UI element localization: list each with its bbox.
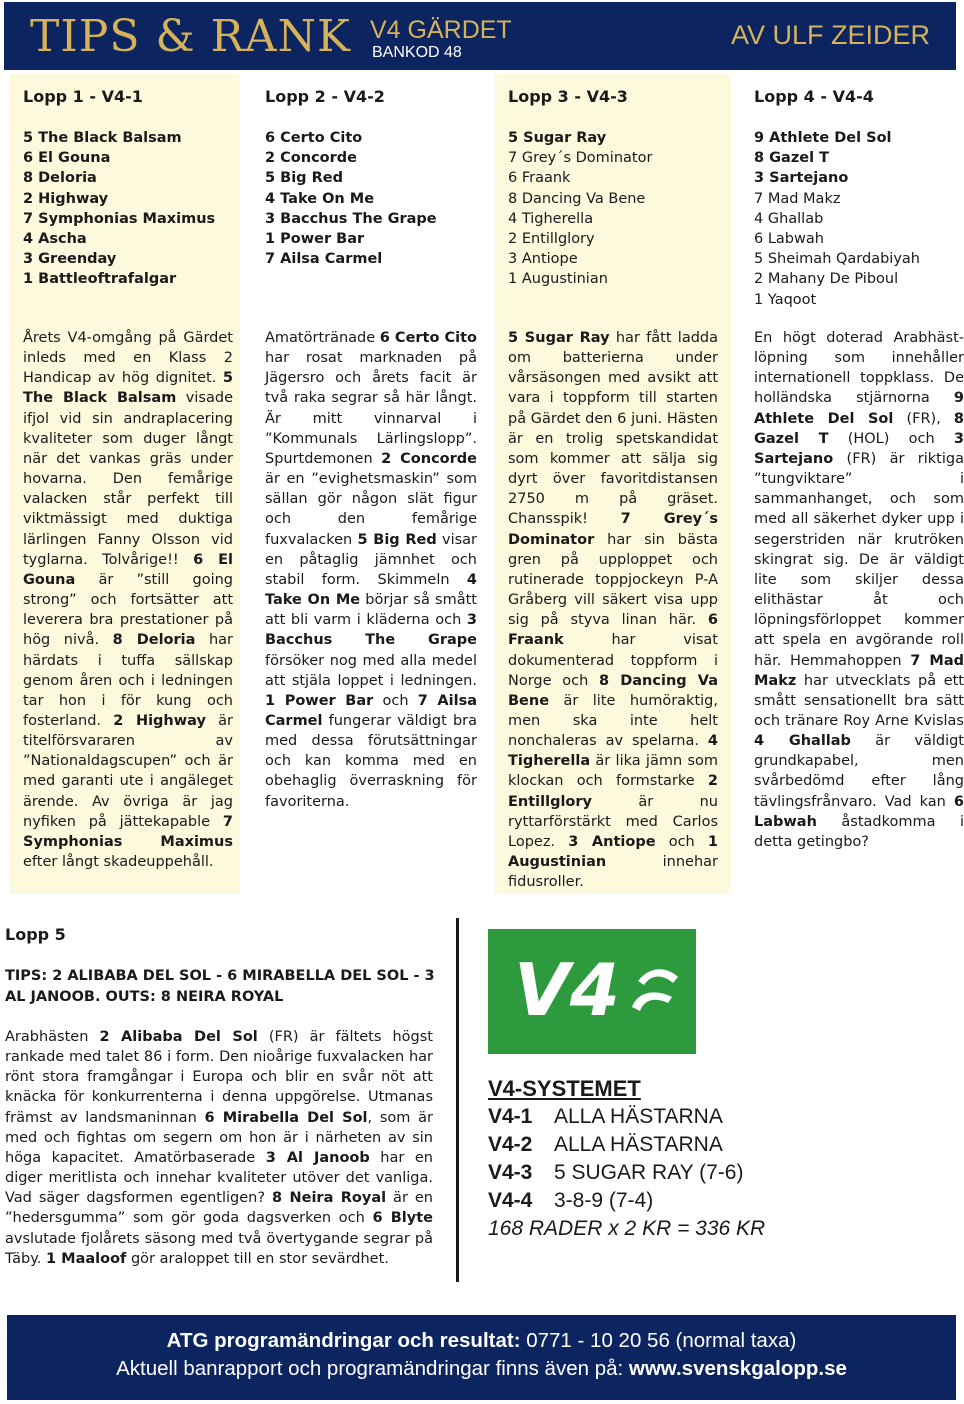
v4-system	[488, 1076, 765, 1242]
v4-logo	[488, 929, 696, 1054]
horse-name: 7 Mad Makz	[754, 652, 964, 689]
race-title: Lopp 3 - V4-3	[508, 87, 628, 106]
race-column-1	[10, 74, 240, 894]
horse-entry: 4 Take On Me	[265, 190, 375, 207]
text-segment: har fått ladda om batterierna under vårsäsongen med avsikt att vara i toppform till starten på Gärdet den 6 juni. Hästen är en trolig spetskandidat som kommer att sälja sig dyrt över favoritdistansen 2750 m på gräset. Chansspik!	[508, 330, 718, 528]
horse-entry: 7 Ailsa Carmel	[265, 251, 383, 268]
text-segment: är lite humöraktig, men ska inte helt nonchaleras av spelarna.	[508, 692, 718, 750]
footer-web-link[interactable]: www.svenskgalopp.se	[628, 1357, 847, 1380]
author-label: AV ULF ZEIDER	[730, 20, 930, 50]
system-row-label: V4-4	[488, 1189, 533, 1212]
horse-entry: 6 Certo Cito	[265, 130, 363, 146]
horse-entry: 6 El Gouna	[23, 150, 111, 167]
system-row-label: V4-3	[488, 1161, 533, 1184]
system-row	[488, 1159, 765, 1186]
horse-name: 5 Sugar Ray	[508, 330, 610, 346]
race-commentary	[23, 328, 233, 872]
text-segment: fungerar väldigt bra med dessa förutsättningar och kan komma med en obehaglig överraskning för favoriterna.	[265, 712, 477, 810]
race-commentary	[754, 328, 964, 852]
horse-name: 3 Bacchus The Grape	[265, 612, 477, 649]
text-segment: har rosat marknaden på Jägersro och årets facit är två raka segrar så här långt. Är mitt vinnarval i ”Kommunals Lärlingslopp”. Spurtdemonen	[265, 350, 477, 467]
horse-name: 8 Deloria	[112, 632, 196, 649]
horse-entry: 5 Big Red	[265, 170, 343, 187]
text-segment: och	[655, 833, 708, 850]
brand-title: TIPS & RANK	[30, 11, 351, 62]
horse-name: 4 Ghallab	[754, 733, 851, 750]
footer-web-line	[7, 1357, 956, 1381]
footer-phone-number: 0771 - 10 20 56 (normal taxa)	[520, 1329, 797, 1352]
race-title: Lopp 4 - V4-4	[754, 87, 874, 106]
race-title: Lopp 2 - V4-2	[265, 87, 385, 106]
system-row-label: V4-2	[488, 1133, 533, 1156]
footer-banner	[7, 1315, 956, 1400]
text-segment: visar en påtaglig jämnhet och stabil form. Skimmeln	[265, 531, 477, 588]
horse-entry: 1 Yaqoot	[754, 291, 817, 308]
text-segment: är väldigt grundkapabel, men svårbedömd efter lång tävlingsfrånvaro. Vad kan	[754, 733, 964, 810]
v4-logo-text: V4	[514, 948, 620, 1032]
horse-entry: 4 Tigherella	[508, 210, 594, 227]
footer-phone-line	[7, 1329, 956, 1353]
text-segment: Arabhästen	[5, 1029, 100, 1045]
race-column-2	[252, 74, 484, 894]
system-row	[488, 1103, 765, 1130]
horse-body-icon	[632, 992, 672, 1011]
text-segment: är nu ryttarförstärkt med Carlos Lopez.	[508, 793, 718, 850]
horse-name: 6 Fraank	[508, 612, 718, 649]
text-segment: gör araloppet till en stor sevärdhet.	[126, 1250, 389, 1267]
horse-entry: 3 Greenday	[23, 251, 117, 268]
v4-logo-graphic	[488, 929, 696, 1054]
horse-entry: 4 Ghallab	[754, 210, 824, 227]
bankod-label: BANKOD 48	[372, 44, 462, 61]
text-segment: visade ifjol vid sin andraplacering kvaliteter som duger långt när det vankas gräs under hovarna. Den femårige valacken står perfekt till viktmässigt med duktiga lärlingen Fanny Olsson vid tyglarna. Tolvårige!!	[23, 390, 233, 568]
horse-entry: 5 Sugar Ray	[508, 130, 607, 146]
text-segment: (HOL) och	[828, 430, 954, 447]
horse-head-icon	[638, 969, 678, 985]
horse-name: 6 Certo Cito	[379, 330, 478, 346]
text-segment: är en ”hedersgumma” som gör goda dagsverken och	[5, 1190, 433, 1227]
header-banner	[4, 2, 956, 70]
horse-entry: 7 Symphonias Maximus	[23, 210, 216, 227]
horse-entry: 7 Mad Makz	[754, 190, 841, 207]
system-row-value: ALLA HÄSTARNA	[554, 1105, 723, 1128]
horse-entry: 6 Fraank	[508, 170, 571, 187]
text-segment: är lika jämn som klockan och formstarke	[508, 753, 718, 790]
horse-name: 3 Antiope	[568, 833, 656, 850]
horse-entry: 2 Entillglory	[508, 231, 595, 248]
horse-name: 2 Concorde	[381, 450, 478, 467]
text-segment: En högt doterad Arabhästlöpning som innehåller internationell toppklass. De holländska stjärnorna	[754, 330, 964, 407]
horse-name: 1 Power Bar	[265, 692, 374, 709]
text-segment: efter långt skadeuppehåll.	[23, 854, 214, 871]
horse-entry: 6 Labwah	[754, 231, 824, 248]
text-segment: (FR),	[893, 410, 954, 427]
horse-name: 6 Blyte	[372, 1210, 433, 1227]
horse-name: 2 Alibaba Del Sol	[99, 1029, 258, 1045]
horse-entry: 9 Athlete Del Sol	[754, 130, 892, 146]
horse-list	[754, 128, 920, 310]
race-column-4	[741, 74, 964, 894]
text-segment: är titelförsvararen av ”Nationaldagscupen” och är med garanti ute i angäleget ärende. Av övriga är jag nyfiken på jättekapable	[23, 712, 233, 830]
system-row	[488, 1131, 765, 1158]
horse-name: 1 Maaloof	[46, 1250, 127, 1267]
text-segment: avslutade fjolårets säsong med två övertygande segrar på Täby.	[5, 1230, 433, 1267]
horse-entry: 8 Deloria	[23, 170, 97, 187]
text-segment: (FR) är riktiga ”tungviktare” i sammanhanget, och som med all säkerhet dyker upp i segerstriden när krutröken skingrat sig. De är väldigt lite som skiljer dessa elithästar åt och löpningsförloppet kommer att spela en avgörande roll här. Hemmahoppen	[754, 450, 964, 669]
horse-name: 6 El Gouna	[23, 551, 233, 588]
text-segment: Årets V4-omgång på Gärdet inleds med en Klass 2 Handicap av hög dignitet.	[23, 330, 233, 387]
system-row-value: ALLA HÄSTARNA	[554, 1133, 723, 1156]
race-commentary	[265, 328, 477, 812]
horse-entry: 5 The Black Balsam	[23, 130, 182, 146]
horse-name: 6 Labwah	[754, 793, 964, 830]
lopp5-tips: TIPS: 2 ALIBABA DEL SOL - 6 MIRABELLA DEL SOL - 3 AL JANOOB. OUTS: 8 NEIRA ROYAL	[5, 968, 435, 1005]
system-title: V4-SYSTEMET	[488, 1076, 641, 1101]
text-segment: är en ”evighetsmaskin” som sällan gör någon slät figur och den femårige fuxvalacken	[265, 471, 477, 548]
text-segment: har härdats i tuffa sällskap genom åren och i ledningen tar hon i för kung och fosterland.	[23, 632, 233, 729]
text-segment: har sin bästa gren på upploppet och rutinerade toppjockeyn P-A Gråberg vill säkert visa upp sig på styva linan här.	[508, 531, 718, 629]
horse-entry: 3 Sartejano	[754, 170, 849, 187]
horse-name: 4 Take On Me	[265, 571, 477, 609]
horse-name: 8 Dancing Va Bene	[508, 672, 718, 709]
horse-name: 7 Grey´s Dominator	[508, 511, 718, 548]
text-segment: innehar fidusroller.	[508, 854, 718, 891]
system-row-value: 3-8-9 (7-4)	[554, 1189, 654, 1212]
text-segment: har visat dokumenterad toppform i Norge och	[508, 632, 718, 689]
footer-phone-label: ATG programändringar och resultat:	[166, 1329, 521, 1352]
text-segment: och	[373, 692, 418, 709]
system-total: 168 RADER x 2 KR = 336 KR	[488, 1217, 766, 1240]
text-segment: åstadkomma i detta getingbo?	[754, 813, 964, 850]
lopp5-commentary	[5, 1027, 433, 1269]
text-segment: har en diger meritlista och innehar kvaliteter utöver det vanliga. Vad säger dagsformen egentligen?	[5, 1149, 433, 1207]
horse-entry: 8 Dancing Va Bene	[508, 190, 646, 207]
horse-entry: 2 Mahany De Piboul	[754, 271, 899, 288]
horse-entry: 4 Ascha	[23, 231, 87, 248]
horse-name: 8 Neira Royal	[272, 1190, 387, 1207]
horse-entry: 2 Highway	[23, 190, 109, 207]
horse-entry: 2 Concorde	[265, 150, 357, 167]
text-segment: försöker nog med alla medel att stjäla loppet i ledningen.	[265, 652, 477, 689]
horse-name: 3 Al Janoob	[265, 1149, 370, 1166]
system-row-label: V4-1	[488, 1105, 533, 1128]
horse-entry: 3 Bacchus The Grape	[265, 210, 437, 227]
horse-name: 2 Entillglory	[508, 773, 718, 810]
text-segment: har utvecklats på ett smått sensationellt bra sätt och tränare Roy Arne Kvislas	[754, 672, 964, 729]
horse-entry: 8 Gazel T	[754, 150, 830, 167]
race-commentary	[508, 328, 718, 892]
horse-entry: 5 Sheimah Qardabiyah	[754, 251, 920, 268]
horse-list	[508, 128, 652, 290]
race-column-3	[495, 74, 731, 894]
lopp5-title: Lopp 5	[5, 925, 66, 944]
horse-name: 6 Mirabella Del Sol	[204, 1109, 368, 1126]
vertical-divider	[456, 918, 459, 1282]
horse-entry: 1 Augustinian	[508, 271, 608, 288]
horse-name: 5 Big Red	[357, 531, 437, 548]
horse-name: 8 Gazel T	[754, 410, 964, 447]
horse-entry: 3 Antiope	[508, 251, 578, 268]
horse-name: 3 Sartejano	[754, 430, 964, 467]
horse-list	[23, 128, 215, 290]
text-segment: (FR) är fältets högst rankade med talet 86 i form. Den nioårige fuxvalacken har rönt stora framgångar i Europa och blir en svår nöt att knäcka för konkurrenterna i denna uppgörelse. Utmanas främst av landsmaninnan	[5, 1029, 433, 1126]
footer-web-text: Aktuell banrapport och programändringar finns även på:	[116, 1357, 629, 1380]
horse-name: 7 Symphonias Maximus	[23, 813, 233, 850]
horse-entry: 1 Power Bar	[265, 231, 365, 248]
horse-name: 4 Tigherella	[508, 733, 718, 770]
horse-entry: 7 Grey´s Dominator	[508, 150, 653, 167]
system-row	[488, 1187, 765, 1214]
horse-list	[265, 128, 437, 269]
horse-name: 7 Ailsa Carmel	[265, 692, 477, 729]
horse-name: 2 Highway	[113, 712, 206, 729]
horse-name: 5 The Black Balsam	[23, 370, 233, 407]
system-row-value: 5 SUGAR RAY (7-6)	[554, 1161, 744, 1184]
text-segment: Amatörtränade	[265, 330, 380, 346]
text-segment: är ”still going strong” och fortsätter att leverera bra prestationer på hög nivå.	[23, 571, 233, 649]
text-segment: , som är med och fightas om segern om hon är i närheten av sin höga kapacitet. Amatörbaserade	[5, 1109, 433, 1166]
horse-name: 9 Athlete Del Sol	[754, 390, 964, 427]
game-title: V4 GÄRDET	[370, 16, 512, 44]
race-title: Lopp 1 - V4-1	[23, 87, 143, 106]
text-segment: börjar så smått att bli varm i kläderna och	[265, 592, 477, 629]
horse-name: 1 Augustinian	[508, 833, 719, 871]
horse-entry: 1 Battleoftrafalgar	[23, 271, 177, 288]
